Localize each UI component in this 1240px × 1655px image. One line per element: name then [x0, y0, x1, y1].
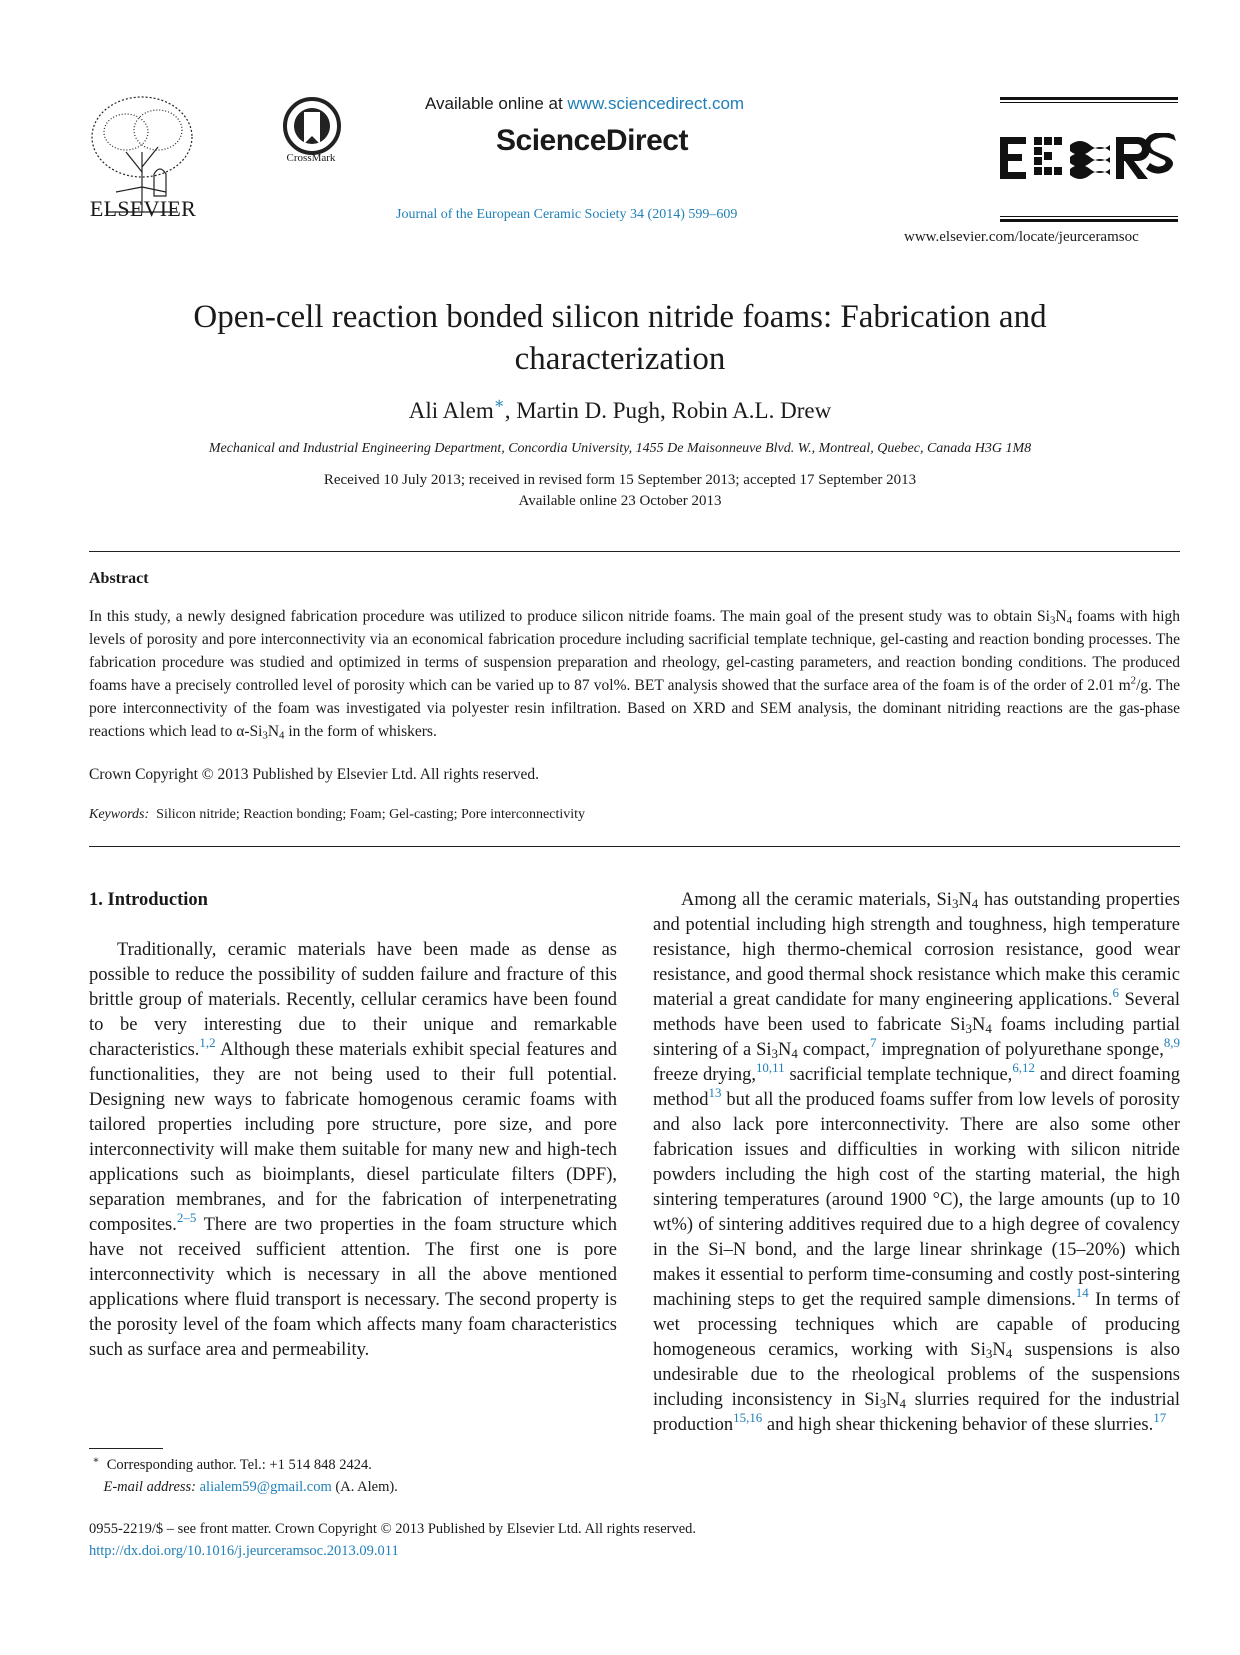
affiliation: Mechanical and Industrial Engineering Department, Concordia University, 1455 De Maisonneuve Blvd. W., Montreal, Quebec, Canada H3G 1M8: [208, 441, 1032, 456]
keywords-line: [89, 807, 585, 823]
journal-url[interactable]: www.elsevier.com/locate/jeurceramsoc: [904, 229, 1139, 245]
abstract-top-rule: [89, 551, 1180, 552]
publisher-name: ELSEVIER: [89, 196, 197, 221]
corresponding-author-text: Corresponding author. Tel.: +1 514 848 2424.: [106, 1457, 372, 1473]
available-online-date: Available online 23 October 2013: [518, 493, 722, 509]
abstract-bottom-rule: [89, 846, 1180, 847]
paper-title: [120, 296, 1120, 380]
footnote: [89, 1454, 398, 1498]
email-suffix: (A. Alem).: [335, 1479, 398, 1495]
issn-line: 0955-2219/$ – see front matter. Crown Copyright © 2013 Published by Elsevier Ltd. All rights reserved.: [89, 1521, 697, 1537]
journal-reference-link[interactable]: Journal of the European Ceramic Society 34 (2014) 599–609: [396, 207, 738, 222]
title-line-1: Open-cell reaction bonded silicon nitride foams: Fabrication and: [193, 299, 1047, 335]
title-line-2: characterization: [514, 341, 726, 377]
received-dates: Received 10 July 2013; received in revised form 15 September 2013; accepted 17 September 2013: [323, 472, 917, 488]
ecers-rule-top: [1000, 97, 1178, 100]
footnote-mark: ∗: [92, 1454, 100, 1466]
sciencedirect-brand: ScienceDirect: [496, 124, 688, 157]
footnote-email: [89, 1476, 398, 1498]
corresponding-author-mark[interactable]: ∗: [493, 395, 505, 413]
email-link[interactable]: alialem59@gmail.com: [199, 1479, 332, 1495]
footnote-corresponding: [89, 1454, 398, 1476]
section-heading-introduction: 1. Introduction: [89, 890, 208, 910]
abstract-text: In this study, a newly designed fabrication procedure was utilized to produce silicon nitride foams. The main goal of the present study was to obtain $Si_3N_4$ foams with high levels of porosity and pore interconnectivity via an economical fabrication procedure including sacrificial template technique, gel-casting and reaction bonding processes. The fabrication procedure was studied and optimized in terms of suspension preparation and rheology, gel-casting parameters, and reaction bonding conditions. The produced foams have a precisely controlled level of porosity which can be varied up to 87 vol%. BET analysis showed that the surface area of the foam is of the order of 2.01 $m^2/g$. The pore interconnectivity of the foam was investigated via polyester resin infiltration. Based on XRD and SEM analysis, the dominant nitriding reactions are the gas-phase reactions which lead to $\alpha-Si_3N_4$ in the form of whiskers.: [89, 608, 1180, 742]
crossmark-label: CrossMark: [286, 152, 336, 164]
introduction-paragraph-2: Among all the ceramic materials, $Si_3N_4$ has outstanding properties and potential including high strength and toughness, high temperature resistance, high thermo-chemical corrosion resistance, good wear resistance, and good thermal shock resistance which make this ceramic material a great candidate for many engineering applications.$^6$ Several methods have been used to fabricate $Si_3N_4$ foams including partial sintering of a $Si_3N_4$ compact,$^7$ impregnation of polyurethane sponge,$^{8,9}$ freeze drying,$^{10,11}$ sacrificial template technique,$^{6,12}$ and direct foaming method$^{13}$ but all the produced foams suffer from low levels of porosity and also lack pore interconnectivity. There are also some other fabrication issues and difficulties in working with silicon nitride powders including the high cost of the starting material, the high sintering temperatures (around 1900 °C), the large amounts (up to 10 wt%) of sintering additives required due to a high degree of covalency in the Si–N bond, and the large linear shrinkage (15–20%) which makes it essential to perform time-consuming and costly post-sintering machining steps to get the required sample dimensions.$^{14}$ In terms of wet processing techniques which are capable of producing homogeneous ceramics, working with $Si_3N_4$ suspensions is also undesirable due to the rheological problems of the suspensions including inconsistency in $Si_3N_4$ slurries required for the industrial production$^{15,16}$ and high shear thickening behavior of these slurries.$^{17}$: [653, 890, 1181, 1435]
available-prefix: Available online at: [425, 94, 568, 113]
ecers-rule-bottom: [1000, 219, 1178, 222]
available-online-line: [425, 94, 744, 114]
author-1: Ali Alem: [408, 398, 494, 423]
ecers-rule-bottom-thin: [1000, 216, 1178, 217]
introduction-paragraph-1: Traditionally, ceramic materials have been made as dense as possible to reduce the possibility of sudden failure and fracture of this brittle group of materials. Recently, cellular ceramics have been found to be very interesting due to their unique and remarkable characteristics.$^{1,2}$ Although these materials exhibit special features and functionalities, they are not being used to their full potential. Designing new ways to fabricate homogenous ceramic foams with tailored properties including pore structure, pore size, and pore interconnectivity will make them suitable for many new and high-tech applications such as bioimplants, diesel particulate filters (DPF), separation membranes, and for the fabrication of interpenetrating composites.$^{2-5}$ There are two properties in the foam structure which have not received sufficient attention. The first one is pore interconnectivity which is necessary in all the above mentioned applications where fluid transport is necessary. The second property is the porosity level of the foam which affects many foam characteristics such as surface area and permeability.: [89, 940, 617, 1360]
author-list: [120, 395, 1120, 424]
sciencedirect-link[interactable]: www.sciencedirect.com: [567, 94, 745, 113]
article-history: [120, 470, 1120, 512]
abstract-heading: Abstract: [89, 570, 149, 587]
ecers-logo: [1000, 133, 1178, 183]
footnote-rule: [89, 1448, 163, 1449]
front-matter: [89, 1518, 696, 1562]
keywords-label: Keywords:: [89, 807, 150, 822]
abstract-copyright: Crown Copyright © 2013 Published by Elsevier Ltd. All rights reserved.: [89, 766, 540, 783]
email-label: E-mail address:: [103, 1479, 196, 1495]
doi-link[interactable]: http://dx.doi.org/10.1016/j.jeurceramsoc.2013.09.011: [89, 1543, 399, 1559]
keywords-list: Silicon nitride; Reaction bonding; Foam; Gel-casting; Pore interconnectivity: [156, 807, 586, 822]
other-authors: , Martin D. Pugh, Robin A.L. Drew: [504, 398, 832, 423]
ecers-rule-top-thin: [1000, 102, 1178, 103]
